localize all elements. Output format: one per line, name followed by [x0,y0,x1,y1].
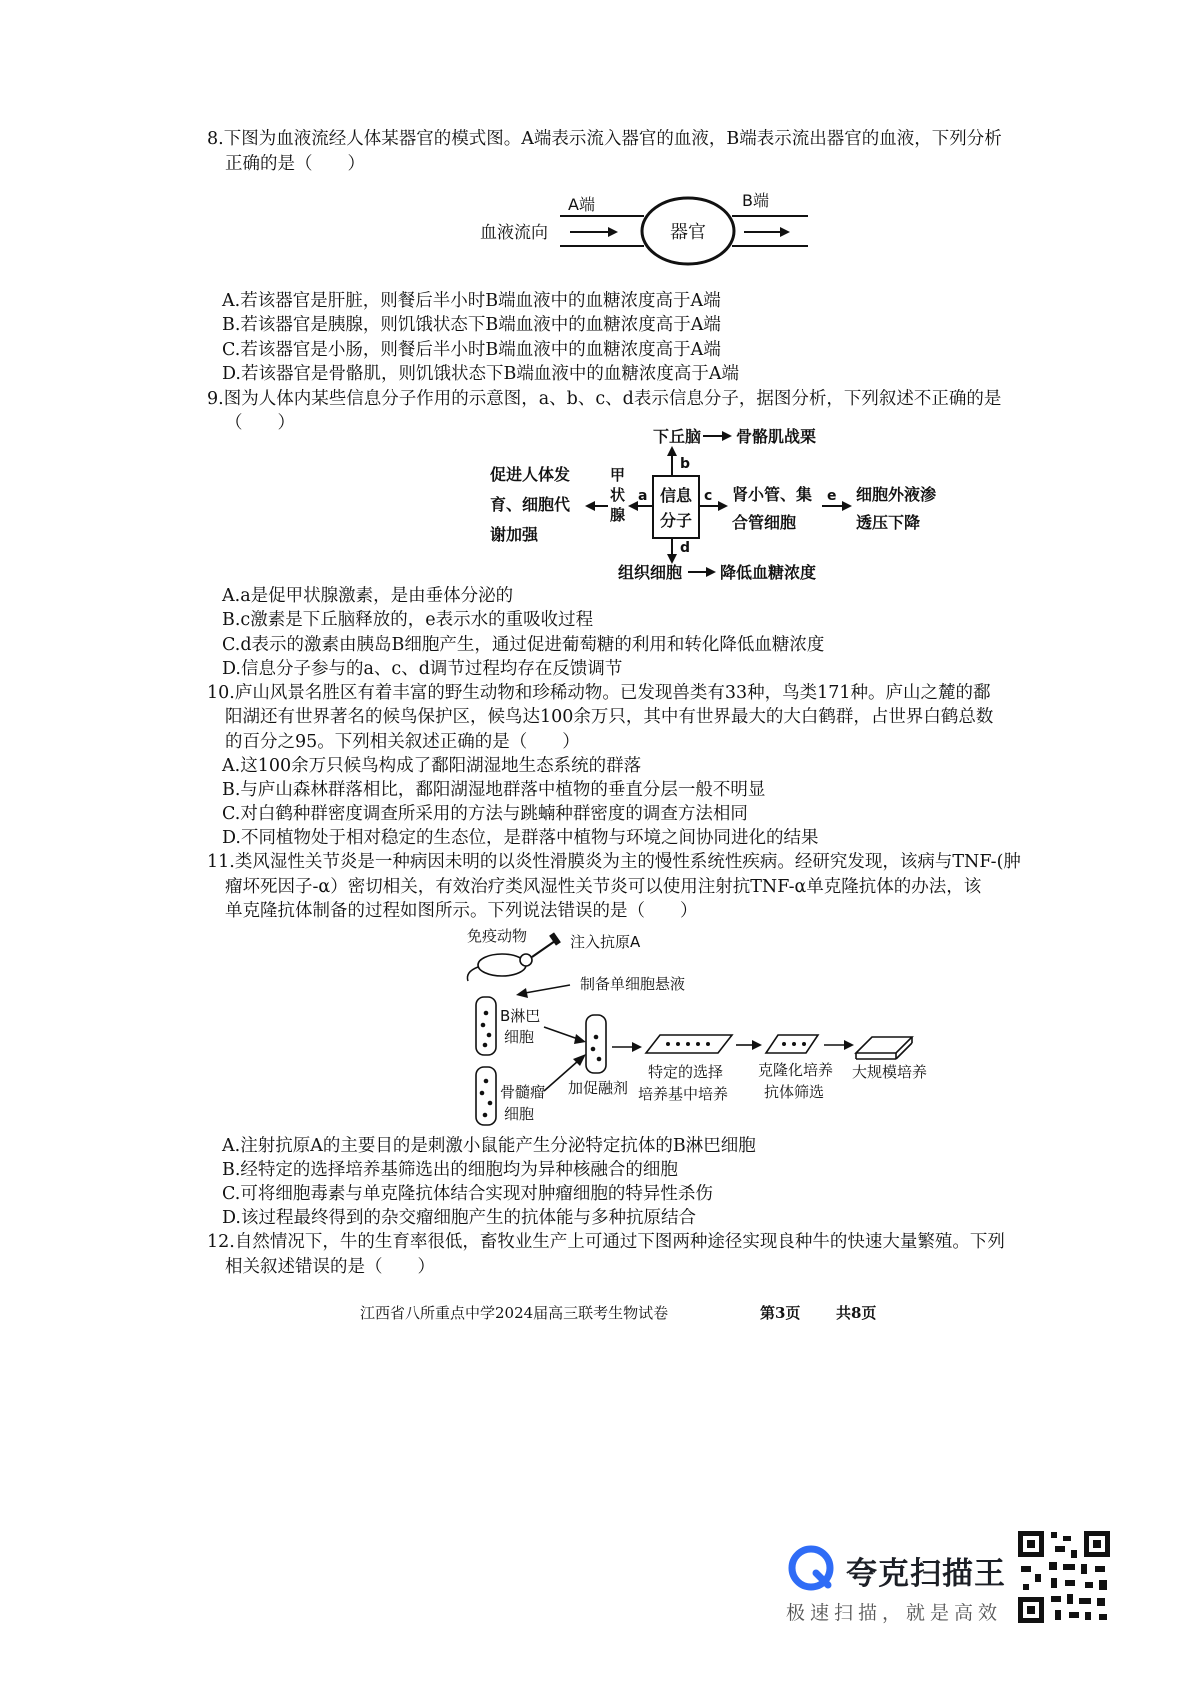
q11-clone1: 克隆化培养 [758,1061,834,1079]
q9-arrow-e [842,501,852,511]
q10-stem-line3: 的百分之95。下列相关叙述正确的是（ ） [225,732,580,752]
q11-selection1: 特定的选择 [648,1063,724,1081]
q11-option-a: A.注射抗原A的主要目的是刺激小鼠能产生分泌特定抗体的B淋巴细胞 [222,1136,756,1156]
q9-stem-line2: （ ） [225,413,295,433]
q9-arrow-bottom-effect [706,567,716,577]
q9-shiver: 骨骼肌战栗 [736,427,817,446]
q9-arrow-c [718,501,728,511]
watermark-brand: 夸克扫描王 [846,1556,1006,1592]
q8-option-d: D.若该器官是骨骼肌，则饥饿状态下B端血液中的血糖浓度高于A端 [222,364,739,384]
q9-center-line2: 分子 [659,511,693,530]
q9-option-c: C.d表示的激素由胰岛B细胞产生，通过促进葡萄糖的利用和转化降低血糖浓度 [222,635,825,655]
q9-lower-glucose: 降低血糖浓度 [720,563,817,580]
q9-right1: 肾小管、集 [732,485,813,504]
q9-arrow-b [667,446,677,456]
q9-option-b: B.c激素是下丘脑释放的，e表示水的重吸收过程 [222,610,594,630]
q11-monoclonal-antibody-diagram [460,925,960,1130]
q11-option-d: D.该过程最终得到的杂交瘤细胞产生的抗体能与多种抗原结合 [222,1208,696,1228]
q11-b-cell2: 细胞 [504,1028,535,1046]
q8-stem-line1: 8.下图为血液流经人体某器官的模式图。A端表示流入器官的血液，B端表示流出器官的血液，下列分析 [207,129,1002,149]
q9-right2: 合管细胞 [732,513,797,532]
q9-far1: 细胞外液渗 [856,485,937,504]
q10-option-d: D.不同植物处于相对稳定的生态位，是群落中植物与环境之间协同进化的结果 [222,828,819,848]
q9-far2: 透压下降 [856,513,921,532]
q9-gland3: 腺 [610,506,626,524]
q11-large-culture: 大规模培养 [852,1063,928,1081]
q9-left1: 促进人体发 [490,465,571,484]
q11-stem-line3: 单克隆抗体制备的过程如图所示。下列说法错误的是（ ） [225,901,698,921]
q8-option-b: B.若该器官是胰腺，则饥饿状态下B端血液中的血糖浓度高于A端 [222,315,721,335]
q8-option-c: C.若该器官是小肠，则餐后半小时B端血液中的血糖浓度高于A端 [222,340,721,360]
footer-page-number: 第3页 [760,1304,801,1322]
q11-option-b: B.经特定的选择培养基筛选出的细胞均为异种核融合的细胞 [222,1160,678,1180]
q10-stem-line2: 阳湖还有世界著名的候鸟保护区，候鸟达100余万只，其中有世界最大的大白鹤群，占世界白鹤总数 [225,707,994,727]
q8-flow-label: 血液流向 [480,223,548,243]
q9-arrow-a [628,501,638,511]
q9-option-a: A.a是促甲状腺激素，是由垂体分泌的 [222,586,514,606]
q11-inject-label: 注入抗原A [570,933,641,951]
q9-label-e: e [827,488,837,504]
q8-arrowhead-in [608,227,618,237]
q9-signal-molecule-diagram [490,418,960,580]
q10-option-a: A.这100余万只候鸟构成了鄱阳湖湿地生态系统的群落 [222,756,642,776]
q11-suspension-label: 制备单细胞悬液 [580,975,686,993]
mouse-icon [478,954,526,976]
qr-code-icon [1015,1528,1113,1626]
q9-arrow-left-effect [585,501,595,511]
q9-center-line1: 信息 [659,486,693,505]
q11-fusion-label: 加促融剂 [568,1079,629,1097]
q8-b-end: B端 [742,192,769,210]
footer-total-pages: 共8页 [836,1304,877,1322]
q10-stem-line1: 10.庐山风景名胜区有着丰富的野生动物和珍稀动物。已发现兽类有33种，鸟类171种。庐山之麓的鄱 [207,683,991,703]
q8-organ-label: 器官 [670,222,706,243]
q9-stem-line1: 9.图为人体内某些信息分子作用的示意图，a、b、c、d表示信息分子，据图分析，下列叙述不正确的是 [207,389,1002,409]
q12-stem-line1: 12.自然情况下，牛的生育率很低，畜牧业生产上可通过下图两种途径实现良种牛的快速大量繁殖。下列 [207,1232,1005,1252]
q9-label-a: a [638,488,648,504]
syringe-icon [532,941,555,957]
q9-arrow-top-effect [722,431,732,441]
q9-left2: 育、细胞代 [490,495,571,514]
q9-label-d: d [680,540,691,556]
q9-option-d: D.信息分子参与的a、c、d调节过程均存在反馈调节 [222,659,623,679]
q11-stem-line1: 11.类风湿性关节炎是一种病因未明的以炎性滑膜炎为主的慢性系统性疾病。经研究发现，该病与TNF-(肿 [207,852,1021,872]
q8-blood-flow-diagram [470,192,810,282]
q9-left3: 谢加强 [490,525,539,544]
q9-gland1: 甲 [610,466,626,484]
q11-myeloma1: 骨髓瘤 [500,1083,546,1101]
q10-option-c: C.对白鹤种群密度调查所采用的方法与跳蝻种群密度的调查方法相同 [222,804,748,824]
q9-label-b: b [680,456,691,472]
q11-option-c: C.可将细胞毒素与单克隆抗体结合实现对肿瘤细胞的特异性杀伤 [222,1184,713,1204]
quark-logo-icon [782,1545,840,1591]
q9-tissue: 组织细胞 [618,563,683,580]
q11-selection2: 培养基中培养 [638,1085,729,1103]
q11-clone2: 抗体筛选 [764,1083,825,1101]
q8-option-a: A.若该器官是肝脏，则餐后半小时B端血液中的血糖浓度高于A端 [222,291,721,311]
q8-arrowhead-out [780,227,790,237]
q10-option-b: B.与庐山森林群落相比，鄱阳湖湿地群落中植物的垂直分层一般不明显 [222,780,766,800]
q11-b-cell1: B淋巴 [500,1007,541,1025]
q12-stem-line2: 相关叙述错误的是（ ） [225,1257,435,1277]
q9-hypothalamus: 下丘脑 [653,427,702,446]
watermark-slogan: 极速扫描，就是高效 [786,1602,1003,1624]
q11-myeloma2: 细胞 [504,1105,535,1123]
test-tube-fusion-icon [586,1015,606,1073]
q9-label-c: c [704,488,713,504]
q8-a-end: A端 [568,195,595,214]
q11-stem-line2: 瘤坏死因子-α）密切相关，有效治疗类风湿性关节炎可以使用注射抗TNF-α单克隆抗体的办法，该 [225,877,982,897]
q11-animal-label: 免疫动物 [467,927,528,945]
footer-exam-title: 江西省八所重点中学2024届高三联考生物试卷 [360,1304,669,1322]
q8-stem-line2: 正确的是（ ） [225,154,365,174]
q9-gland2: 状 [610,486,626,504]
